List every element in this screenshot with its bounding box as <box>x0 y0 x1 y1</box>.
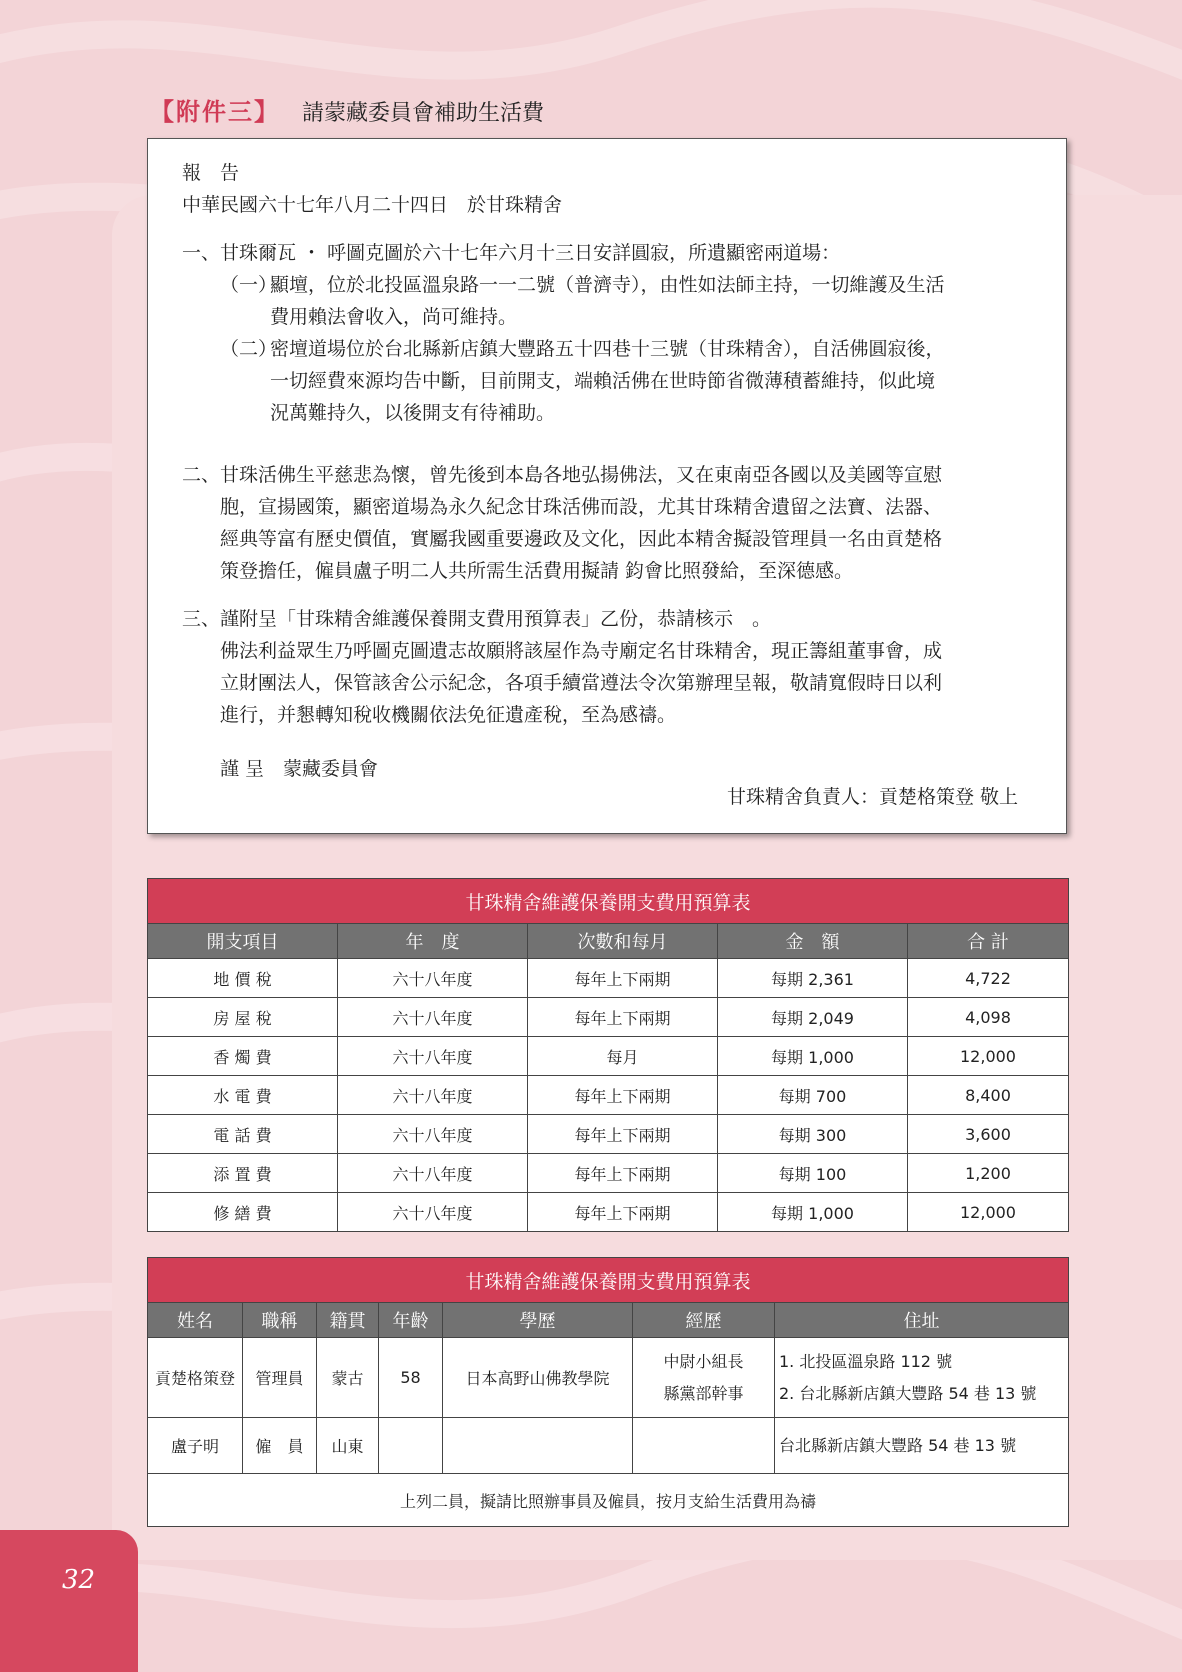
expense-row <box>148 1193 1069 1232</box>
staff-address <box>775 1338 1069 1418</box>
item-cell: 修 繕 費 <box>148 1193 338 1232</box>
item2-line1: 二、甘珠活佛生平慈悲為懷，曾先後到本島各地弘揚佛法，又在東南亞各國以及美國等宣慰 <box>182 464 943 486</box>
address-line: 1. 北投區溫泉路 112 號 <box>779 1351 953 1371</box>
staff-age <box>379 1418 443 1474</box>
expense-budget-table <box>147 878 1069 1232</box>
expense-row <box>148 1154 1069 1193</box>
experience-line: 縣黨部幹事 <box>663 1383 744 1403</box>
total-cell: 12,000 <box>908 1193 1069 1232</box>
year-cell: 六十八年度 <box>338 1193 528 1232</box>
item-cell: 地 價 稅 <box>148 959 338 998</box>
item1-lead: 一、甘珠爾瓦 ・ 呼圖克圖於六十七年六月十三日安詳圓寂，所遺顯密兩道場： <box>182 242 841 264</box>
item3-line4: 進行，并懇轉知稅收機關依法免征遺產稅，至為感禱。 <box>220 704 677 726</box>
item2-line3: 經典等富有歷史價值，實屬我國重要邊政及文化，因此本精舍擬設管理員一名由貢楚格 <box>220 528 943 550</box>
item2-line2: 胞，宣揚國策，顯密道場為永久紀念甘珠活佛而設，尤其甘珠精舍遺留之法寶、法器、 <box>220 496 943 518</box>
header-cell: 年 度 <box>338 924 528 959</box>
item-cell: 水 電 費 <box>148 1076 338 1115</box>
amount-cell: 每期 1,000 <box>718 1037 908 1076</box>
year-cell: 六十八年度 <box>338 998 528 1037</box>
header-cell: 職稱 <box>243 1303 317 1338</box>
item1-sub2-line1: 密壇道場位於台北縣新店鎮大豐路五十四巷十三號（甘珠精舍），自活佛圓寂後， <box>270 338 945 360</box>
total-cell: 8,400 <box>908 1076 1069 1115</box>
staff-origin: 蒙古 <box>317 1338 379 1418</box>
staff-table-note: 上列二員，擬請比照辦事員及僱員，按月支給生活費用為禱 <box>148 1474 1069 1527</box>
header-cell: 學歷 <box>443 1303 633 1338</box>
total-cell: 12,000 <box>908 1037 1069 1076</box>
expense-table-header <box>148 924 1069 959</box>
appendix-heading <box>150 92 544 127</box>
report-closing: 謹 呈 蒙藏委員會 <box>220 758 379 780</box>
staff-address: 台北縣新店鎮大豐路 54 巷 13 號 <box>775 1418 1069 1474</box>
amount-cell: 每期 300 <box>718 1115 908 1154</box>
year-cell: 六十八年度 <box>338 1076 528 1115</box>
expense-row <box>148 959 1069 998</box>
frequency-cell: 每年上下兩期 <box>528 959 718 998</box>
amount-cell: 每期 1,000 <box>718 1193 908 1232</box>
total-cell: 3,600 <box>908 1115 1069 1154</box>
frequency-cell: 每年上下兩期 <box>528 1154 718 1193</box>
expense-row <box>148 1076 1069 1115</box>
staff-education: 日本高野山佛教學院 <box>443 1338 633 1418</box>
year-cell: 六十八年度 <box>338 1037 528 1076</box>
header-cell: 次數和每月 <box>528 924 718 959</box>
item1-sub2-line2: 一切經費來源均告中斷，目前開支，端賴活佛在世時節省微薄積蓄維持，似此境 <box>270 370 936 392</box>
header-cell: 籍貫 <box>317 1303 379 1338</box>
header-cell: 經歷 <box>633 1303 775 1338</box>
staff-position: 僱 員 <box>243 1418 317 1474</box>
staff-row <box>148 1418 1069 1474</box>
page-number-tab <box>0 1530 138 1672</box>
total-cell: 4,722 <box>908 959 1069 998</box>
year-cell: 六十八年度 <box>338 959 528 998</box>
staff-table-header <box>148 1303 1069 1338</box>
staff-position: 管理員 <box>243 1338 317 1418</box>
item1-sub2-line3: 況萬難持久，以後開支有待補助。 <box>270 402 556 424</box>
header-cell: 姓名 <box>148 1303 243 1338</box>
item1-sub1-line1: 顯壇，位於北投區溫泉路一一二號（普濟寺），由性如法師主持，一切維護及生活 <box>270 274 945 296</box>
header-cell: 開支項目 <box>148 924 338 959</box>
year-cell: 六十八年度 <box>338 1115 528 1154</box>
staff-origin: 山東 <box>317 1418 379 1474</box>
staff-row <box>148 1338 1069 1418</box>
item-cell: 添 置 費 <box>148 1154 338 1193</box>
report-signature: 甘珠精舍負責人：貢楚格策登 敬上 <box>726 786 1018 808</box>
header-cell: 住址 <box>775 1303 1069 1338</box>
staff-experience <box>633 1418 775 1474</box>
report-document <box>147 138 1067 834</box>
frequency-cell: 每月 <box>528 1037 718 1076</box>
amount-cell: 每期 2,049 <box>718 998 908 1037</box>
frequency-cell: 每年上下兩期 <box>528 1115 718 1154</box>
staff-budget-table <box>147 1257 1069 1527</box>
item1-sub1-line2: 費用賴法會收入，尚可維持。 <box>270 306 518 328</box>
year-cell: 六十八年度 <box>338 1154 528 1193</box>
total-cell: 4,098 <box>908 998 1069 1037</box>
total-cell: 1,200 <box>908 1154 1069 1193</box>
header-cell: 合 計 <box>908 924 1069 959</box>
report-title: 報 告 <box>182 162 240 184</box>
item1-sub1-marker: （一） <box>220 274 278 296</box>
staff-education <box>443 1418 633 1474</box>
amount-cell: 每期 2,361 <box>718 959 908 998</box>
expense-row <box>148 1037 1069 1076</box>
item-cell: 電 話 費 <box>148 1115 338 1154</box>
staff-experience <box>633 1338 775 1418</box>
expense-row <box>148 1115 1069 1154</box>
frequency-cell: 每年上下兩期 <box>528 1193 718 1232</box>
report-date: 中華民國六十七年八月二十四日 於甘珠精舍 <box>182 194 563 216</box>
expense-table-title: 甘珠精舍維護保養開支費用預算表 <box>148 879 1069 924</box>
amount-cell: 每期 100 <box>718 1154 908 1193</box>
item3-line2: 佛法利益眾生乃呼圖克圖遺志故願將該屋作為寺廟定名甘珠精舍，現正籌組董事會，成 <box>220 640 943 662</box>
address-line: 2. 台北縣新店鎮大豐路 54 巷 13 號 <box>779 1383 1037 1403</box>
amount-cell: 每期 700 <box>718 1076 908 1115</box>
header-cell: 金 額 <box>718 924 908 959</box>
header-cell: 年齡 <box>379 1303 443 1338</box>
appendix-tag: 【附件三】 <box>150 98 280 126</box>
item3-line3: 立財團法人，保管該舍公示紀念，各項手續當遵法令次第辦理呈報，敬請寬假時日以利 <box>220 672 943 694</box>
frequency-cell: 每年上下兩期 <box>528 1076 718 1115</box>
item1-sub2-marker: （二） <box>220 338 278 360</box>
item-cell: 香 燭 費 <box>148 1037 338 1076</box>
expense-row <box>148 998 1069 1037</box>
item3-line1: 三、謹附呈「甘珠精舍維護保養開支費用預算表」乙份，恭請核示 。 <box>182 608 772 630</box>
staff-table-title: 甘珠精舍維護保養開支費用預算表 <box>148 1258 1069 1303</box>
appendix-title: 請蒙藏委員會補助生活費 <box>302 101 545 126</box>
item-cell: 房 屋 稅 <box>148 998 338 1037</box>
staff-name: 盧子明 <box>148 1418 243 1474</box>
item2-line4: 策登擔任，僱員盧子明二人共所需生活費用擬請 鈞會比照發給，至深德感。 <box>220 560 854 582</box>
page-number: 32 <box>62 1565 96 1595</box>
frequency-cell: 每年上下兩期 <box>528 998 718 1037</box>
staff-age: 58 <box>379 1338 443 1418</box>
staff-name: 貢楚格策登 <box>148 1338 243 1418</box>
experience-line: 中尉小組長 <box>663 1351 744 1371</box>
